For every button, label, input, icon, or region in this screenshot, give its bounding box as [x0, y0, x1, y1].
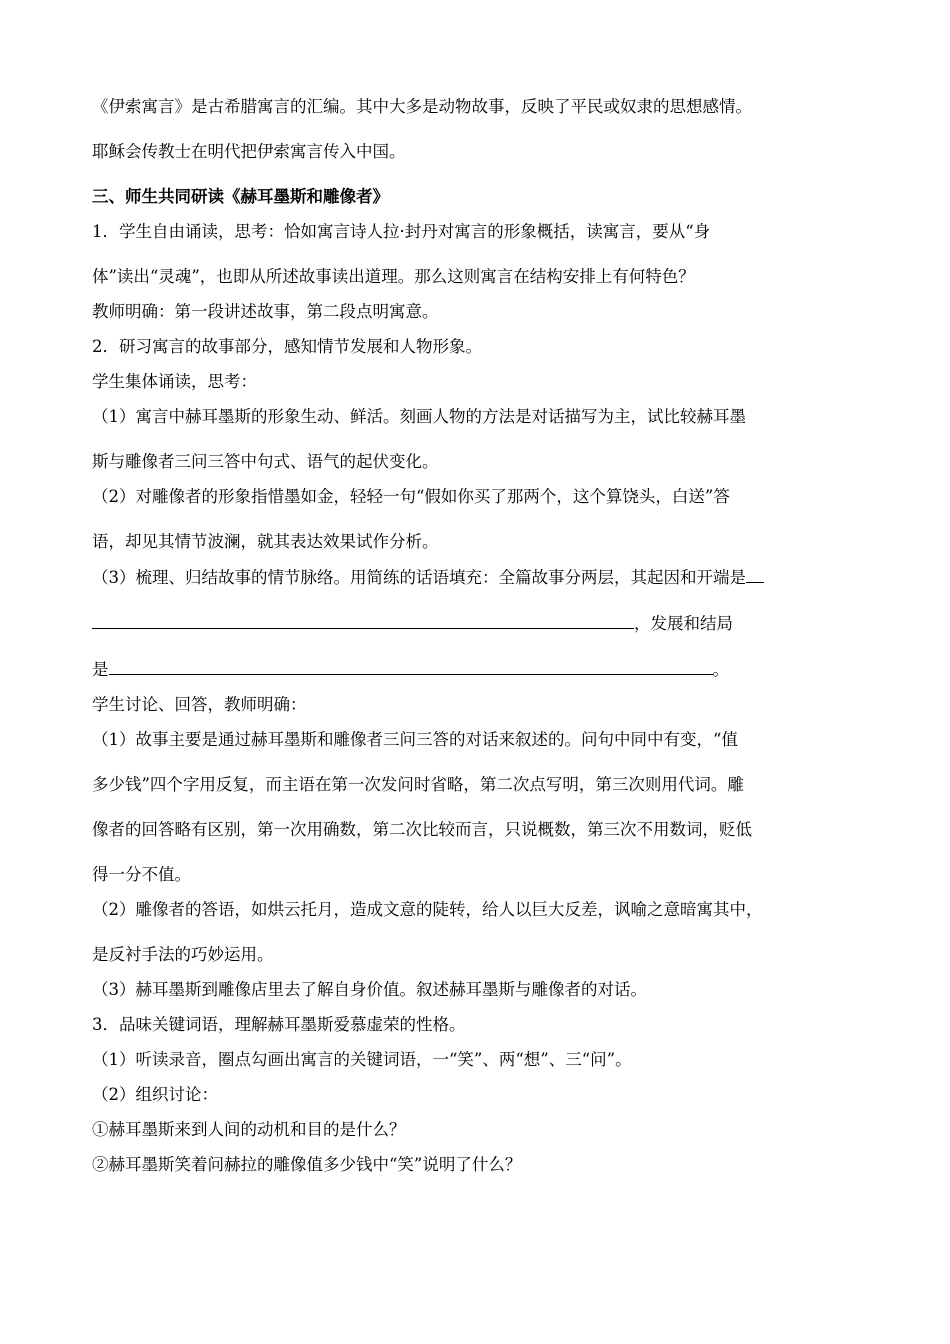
section-heading: 三、师生共同研读《赫耳墨斯和雕像者》: [92, 187, 389, 206]
paragraph-q2-heading: 2．研习寓言的故事部分，感知情节发展和人物形象。: [92, 337, 482, 356]
paragraph-q1-answer: 教师明确：第一段讲述故事，第二段点明寓意。: [92, 302, 439, 321]
paragraph-a3: （3）赫耳墨斯到雕像店里去了解自身价值。叙述赫耳墨斯与雕像者的对话。: [92, 980, 647, 999]
paragraph-a2-line2: 是反衬手法的巧妙运用。: [92, 945, 274, 964]
paragraph-group-read: 学生集体诵读，思考：: [92, 372, 257, 391]
fill-blank-start[interactable]: [746, 566, 764, 583]
document-page: [92, 96, 872, 1189]
paragraph-q3-2-item1: ①赫耳墨斯来到人间的动机和目的是什么？: [92, 1120, 406, 1139]
paragraph-a2-line1: （2）雕像者的答语，如烘云托月，造成文意的陡转，给人以巨大反差，讽喻之意暗寓其中，: [92, 900, 763, 919]
paragraph-q2-2-line2: 语，却见其情节波澜，就其表达效果试作分析。: [92, 532, 439, 551]
q2-3-period: 。: [712, 660, 729, 679]
paragraph-q2-3-line3: [92, 658, 872, 681]
paragraph-q3-2-item2: ②赫耳墨斯笑着问赫拉的雕像值多少钱中“笑”说明了什么？: [92, 1155, 522, 1174]
paragraph-q2-2-line1: （2）对雕像者的形象指惜墨如金，轻轻一句“假如你买了那两个，这个算饶头，白送”答: [92, 487, 730, 506]
paragraph-q2-1-line2: 斯与雕像者三问三答中句式、语气的起伏变化。: [92, 452, 439, 471]
fill-blank-ending[interactable]: [109, 658, 713, 675]
paragraph-q3-1: （1）听读录音，圈点勾画出寓言的关键词语，一“笑”、两“想”、三“问”。: [92, 1050, 632, 1069]
paragraph-q1-line2: 体”读出“灵魂”，也即从所述故事读出道理。那么这则寓言在结构安排上有何特色？: [92, 267, 695, 286]
paragraph-q3-2: （2）组织讨论：: [92, 1085, 218, 1104]
paragraph-a1-line1: （1）故事主要是通过赫耳墨斯和雕像者三问三答的对话来叙述的。问句中同中有变，“值: [92, 730, 738, 749]
paragraph-q2-3-line1: [92, 566, 872, 589]
q2-3-is-label: 是: [92, 660, 109, 679]
q2-3-prompt: （3）梳理、归结故事的情节脉络。用简练的话语填充：全篇故事分两层，其起因和开端是: [92, 568, 746, 587]
paragraph-q1-line1: 1．学生自由诵读，思考：恰如寓言诗人拉·封丹对寓言的形象概括，读寓言，要从“身: [92, 222, 711, 241]
paragraph-aesop-china: 耶稣会传教士在明代把伊索寓言传入中国。: [92, 142, 406, 161]
paragraph-q2-1-line1: （1）寓言中赫耳墨斯的形象生动、鲜活。刻画人物的方法是对话描写为主，试比较赫耳墨: [92, 407, 746, 426]
paragraph-a1-line2: 多少钱”四个字用反复，而主语在第一次发问时省略，第二次点写明，第三次则用代词。雕: [92, 775, 744, 794]
paragraph-q2-3-line2: [92, 612, 872, 635]
paragraph-discussion: 学生讨论、回答，教师明确：: [92, 695, 307, 714]
paragraph-a1-line3: 像者的回答略有区别，第一次用确数，第二次比较而言，只说概数，第三次不用数词，贬低: [92, 820, 752, 839]
paragraph-q3-heading: 3．品味关键词语，理解赫耳墨斯爱慕虚荣的性格。: [92, 1015, 466, 1034]
fill-blank-cause[interactable]: [92, 612, 634, 629]
paragraph-a1-line4: 得一分不值。: [92, 865, 191, 884]
paragraph-aesop-intro: 《伊索寓言》是古希腊寓言的汇编。其中大多是动物故事，反映了平民或奴隶的思想感情。: [92, 97, 752, 116]
q2-3-development-label: ，发展和结局: [634, 614, 733, 633]
